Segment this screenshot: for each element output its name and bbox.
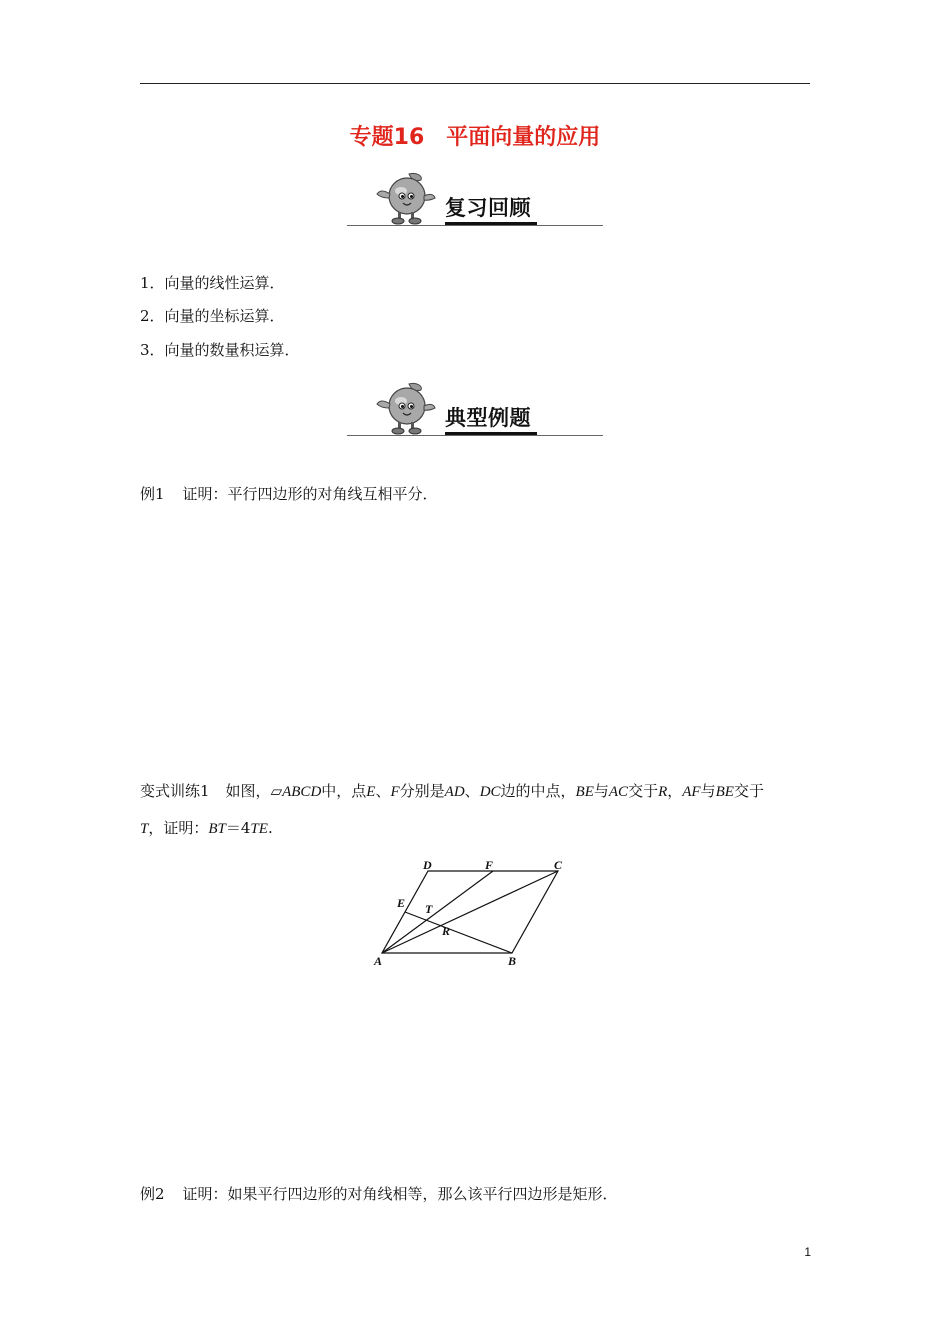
math-ad: AD [444, 784, 465, 800]
text-run: 边的中点， [500, 782, 576, 800]
variant-1-label: 变式训练1 [140, 782, 210, 800]
example-1 [140, 484, 438, 504]
review-item-3: 3．向量的数量积运算． [140, 341, 300, 359]
review-item-2: 2．向量的坐标运算． [140, 307, 285, 325]
review-item-1: 1．向量的线性运算． [140, 274, 285, 292]
text-run: 、 [464, 782, 480, 800]
text-run: 与 [700, 782, 716, 800]
page-title [0, 120, 950, 151]
segment-be [405, 912, 512, 953]
section-label-examples: 典型例题 [445, 406, 531, 430]
text-run: 交于 [733, 782, 764, 800]
label-d: D [423, 858, 432, 872]
header-rule [140, 83, 810, 84]
text-run: 分别是 [399, 782, 445, 800]
label-c: C [554, 858, 563, 872]
label-r: R [442, 924, 451, 938]
math-t: T [140, 821, 149, 837]
variant-1-line-1 [140, 781, 764, 802]
segment-af [382, 871, 493, 953]
math-af: AF [682, 784, 701, 800]
label-t: T [425, 902, 433, 916]
text-run: 与 [593, 782, 609, 800]
math-dc: DC [479, 784, 501, 800]
text-run: 、 [375, 782, 391, 800]
parallelogram-figure [370, 855, 580, 970]
text-run: 交于 [628, 782, 659, 800]
parallelogram-symbol: ▱ [270, 782, 283, 800]
variant-1-line-2 [140, 818, 273, 839]
example-2 [140, 1184, 618, 1204]
text-run: ，证明： [148, 819, 209, 837]
text-run: ， [667, 782, 683, 800]
text-run: . [267, 819, 273, 837]
section-header-review [347, 170, 603, 226]
math-bt: BT [208, 821, 226, 837]
text-run: 中，点 [321, 782, 367, 800]
math-f: F [390, 784, 400, 800]
example-2-label: 例2 [140, 1185, 165, 1203]
label-f: F [485, 858, 494, 872]
text-run: ＝4 [225, 819, 251, 837]
math-te: TE [250, 821, 268, 837]
label-e: E [397, 896, 406, 910]
section-rule [347, 225, 603, 226]
math-ac: AC [608, 784, 629, 800]
apple-mascot-icon [369, 170, 439, 226]
math-be: BE [575, 784, 594, 800]
diagonal-ac [382, 871, 558, 953]
example-1-text: 证明：平行四边形的对角线互相平分． [182, 485, 438, 503]
text-run: 如图， [225, 782, 271, 800]
page-number: 1 [804, 1245, 811, 1259]
example-1-label: 例1 [140, 485, 165, 503]
math-r: R [658, 784, 668, 800]
example-2-text: 证明：如果平行四边形的对角线相等，那么该平行四边形是矩形． [182, 1185, 618, 1203]
apple-mascot-icon [369, 380, 439, 436]
label-a: A [374, 954, 383, 968]
label-b: B [508, 954, 517, 968]
section-label-review: 复习回顾 [445, 196, 531, 220]
topic-name: 平面向量的应用 [446, 125, 601, 150]
section-rule [347, 435, 603, 436]
math-abcd: ABCD [282, 784, 322, 800]
topic-number: 专题16 [349, 125, 425, 150]
math-e: E [366, 784, 376, 800]
section-header-examples [347, 380, 603, 436]
math-be: BE [715, 784, 734, 800]
